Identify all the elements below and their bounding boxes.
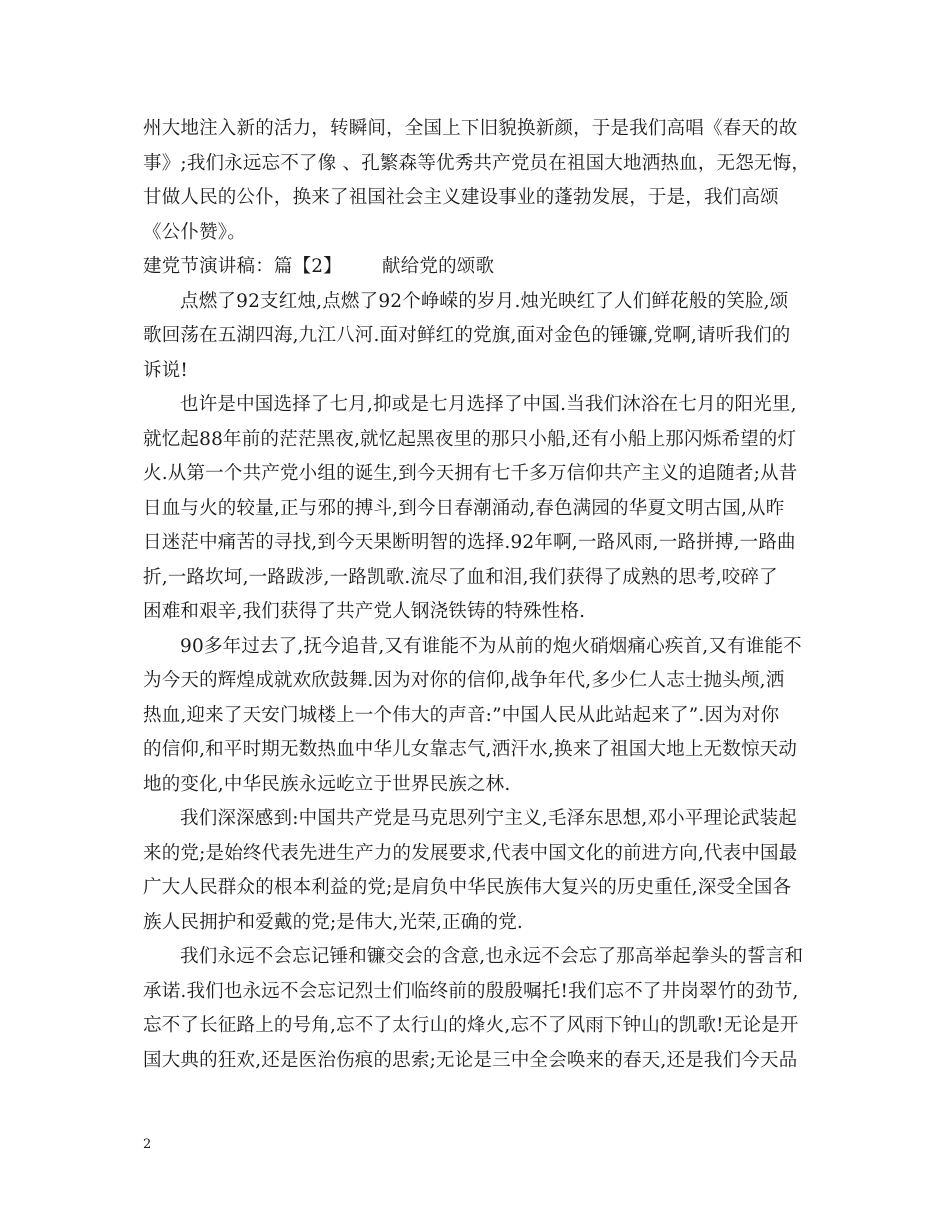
- text-line: 事》;我们永远忘不了像 、孔繁森等优秀共产党员在祖国大地洒热血，无怨无悔，: [143, 152, 811, 174]
- paragraph-4: [143, 802, 815, 940]
- text-line: 广大人民群众的根本利益的党;是肩负中华民族伟大复兴的历史重任,深受全国各: [143, 877, 792, 898]
- page-number: 2: [143, 1137, 152, 1152]
- text-line: 我们永远不会忘记锤和镰交会的含意,也永远不会忘了那高举起拳头的誓言和: [180, 946, 804, 967]
- text-line: 的信仰,和平时期无数热血中华儿女靠志气,洒汗水,换来了祖国大地上无数惊天动: [143, 739, 798, 760]
- text-line: 我们深深感到:中国共产党是马克思列宁主义,毛泽东思想,邓小平理论武装起: [180, 808, 797, 829]
- text-line: 承诺.我们也永远不会忘记烈士们临终前的殷殷嘱托!我们忘不了井岗翠竹的劲节,: [143, 980, 799, 1002]
- text-line: 国大典的狂欢,还是医治伤痕的思索;无论是三中全会唤来的春天,还是我们今天品: [143, 1049, 798, 1071]
- text-line: 甘做人民的公仆，换来了祖国社会主义建设事业的蓬勃发展，于是，我们高颂: [143, 187, 779, 208]
- paragraph-1: [143, 285, 815, 389]
- heading-title: 献给党的颂歌: [381, 256, 495, 277]
- text-line: 歌回荡在五湖四海,九江八河.面对鲜红的党旗,面对金色的锤镰,党啊,请听我们的: [143, 325, 791, 346]
- text-line: 困难和艰辛,我们获得了共产党人钢浇铁铸的特殊性格.: [143, 601, 586, 622]
- text-line: 为今天的辉煌成就欢欣鼓舞.因为对你的信仰,战争年代,多少仁人志士抛头颅,洒: [143, 670, 785, 691]
- text-line: 地的变化,中华民族永远屹立于世界民族之林.: [143, 773, 511, 795]
- text-line: 《公仆赞》。: [143, 221, 246, 243]
- text-line: 日迷茫中痛苦的寻找,到今天果断明智的选择.92年啊,一路风雨,一路拼搏,一路曲: [143, 532, 796, 553]
- text-line: 热血,迎来了天安门城楼上一个伟大的声音:”中国人民从此站起来了”.因为对你: [143, 704, 780, 726]
- paragraph-5: [143, 940, 815, 1078]
- text-line: 日血与火的较量,正与邪的搏斗,到今日春潮涌动,春色满园的华夏文明古国,从昨: [143, 497, 785, 519]
- text-line: 诉说!: [143, 359, 189, 381]
- body-text: [143, 112, 815, 1078]
- text-line: 忘不了长征路上的号角,忘不了太行山的烽火,忘不了风雨下钟山的凯歌!无论是开: [143, 1015, 799, 1036]
- paragraph-3: [143, 630, 815, 803]
- heading-prefix: 建党节演讲稿：篇【2】: [143, 256, 342, 277]
- text-line: 也许是中国选择了七月,抑或是七月选择了中国.当我们沐浴在七月的阳光里,: [180, 394, 797, 415]
- text-line: 90多年过去了,抚今追昔,又有谁能不为从前的炮火硝烟痛心疾首,又有谁能不: [180, 635, 802, 657]
- text-line: 就忆起88年前的茫茫黑夜,就忆起黑夜里的那只小船,还有小船上那闪烁希望的灯: [143, 428, 797, 450]
- text-line: 州大地注入新的活力，转瞬间，全国上下旧貌换新颜，于是我们高唱《春天的故: [143, 118, 798, 139]
- intro-paragraph: [143, 112, 815, 250]
- text-line: 点燃了92支红烛,点燃了92个峥嵘的岁月.烛光映红了人们鲜花般的笑脸,颂: [180, 290, 789, 312]
- text-line: 折,一路坎坷,一路跋涉,一路凯歌.流尽了血和泪,我们获得了成熟的思考,咬碎了: [143, 566, 778, 588]
- text-line: 族人民拥护和爱戴的党;是伟大,光荣,正确的党.: [143, 911, 523, 933]
- paragraph-2: [143, 388, 815, 630]
- text-line: 火.从第一个共产党小组的诞生,到今天拥有七千多万信仰共产主义的追随者;从昔: [143, 463, 798, 484]
- text-line: 来的党;是始终代表先进生产力的发展要求,代表中国文化的前进方向,代表中国最: [143, 842, 798, 864]
- section-heading: [143, 250, 815, 285]
